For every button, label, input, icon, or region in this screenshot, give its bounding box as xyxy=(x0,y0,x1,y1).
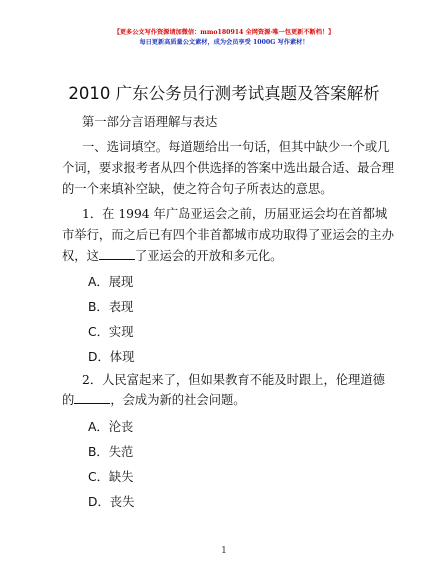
option-letter: A． xyxy=(88,275,109,289)
intro-line: 个词，要求报考者从四个供选择的答案中选出最合适、最合理 xyxy=(62,161,395,175)
option-text: 体现 xyxy=(109,350,135,364)
question-1-answer-blank xyxy=(99,248,135,260)
option-text: 沦丧 xyxy=(108,420,134,434)
option-letter: C． xyxy=(88,325,109,339)
intro-line: 一、选词填空。每道题给出一句话，但其中缺少一个或几 xyxy=(82,140,390,154)
option-letter: D． xyxy=(88,495,110,509)
option-text: 丧失 xyxy=(109,495,135,509)
question-2-text-after-blank: ，会成为新的社会问题。 xyxy=(110,393,246,407)
question-1-line: 市举行，而之后已有四个非首都城市成功取得了亚运会的主办 xyxy=(62,228,395,242)
question-1-text-after-blank: 了亚运会的开放和多元化。 xyxy=(134,249,283,263)
option-text: 表现 xyxy=(108,300,134,314)
option-letter: A． xyxy=(88,420,109,434)
question-1-text-before-blank: 权，这 xyxy=(62,249,99,263)
question-1-line: 1．在 1994 年广岛亚运会之前，历届亚运会均在首都城 xyxy=(82,207,388,221)
question-2-option xyxy=(88,494,134,510)
document-title: 2010 广东公务员行测考试真题及答案解析 xyxy=(68,84,380,103)
question-2-line: 2．人民富起来了，但如果教育不能及时跟上，伦理道德 xyxy=(82,373,385,387)
question-1-option xyxy=(88,274,133,290)
option-letter: B． xyxy=(88,445,109,459)
intro-line: 的一个来填补空缺，使之符合句子所表达的意思。 xyxy=(62,182,333,196)
promo-banner-line-1: 【更多公文写作资源请加微信：mmo180914 全网资源·唯一包更新不断档！】 xyxy=(113,29,335,36)
question-1-blank-line xyxy=(62,248,282,264)
option-text: 展现 xyxy=(108,275,134,289)
question-2-text-before-blank: 的 xyxy=(62,393,75,407)
page-number: 1 xyxy=(221,546,227,556)
option-text: 失范 xyxy=(108,445,134,459)
option-text: 缺失 xyxy=(108,470,134,484)
question-2-option xyxy=(88,444,133,460)
question-2-option xyxy=(88,469,134,485)
question-2-blank-line xyxy=(62,392,246,408)
question-2-option xyxy=(88,419,133,435)
question-1-option xyxy=(88,349,134,365)
question-1-option xyxy=(88,299,133,315)
part-heading: 第一部分言语理解与表达 xyxy=(82,115,218,129)
question-2-answer-blank xyxy=(74,392,110,404)
option-letter: D． xyxy=(88,350,110,364)
option-letter: B． xyxy=(88,300,109,314)
promo-banner-line-2: 每日更新高质量公文素材，成为会员享受 1000G 写作素材！ xyxy=(139,39,309,46)
question-1-option xyxy=(88,324,134,340)
option-text: 实现 xyxy=(108,325,134,339)
option-letter: C． xyxy=(88,470,109,484)
